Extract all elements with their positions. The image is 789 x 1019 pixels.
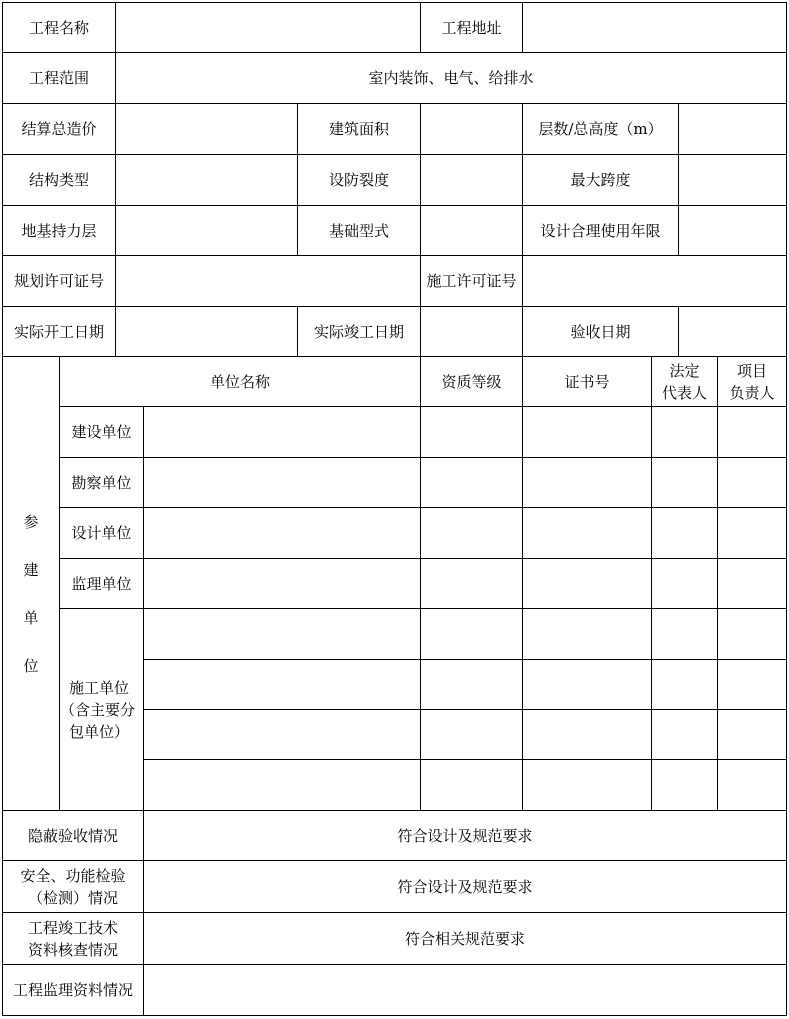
building-area-label: 建筑面积 — [328, 120, 389, 138]
design-unit-label: 设计单位 — [71, 524, 132, 542]
unit-name-header: 单位名称 — [209, 372, 270, 391]
supervision-docs-label: 工程监理资料情况 — [12, 981, 133, 999]
rule — [522, 2, 523, 53]
actual-completion-label: 实际竣工日期 — [313, 322, 404, 341]
rule — [143, 759, 787, 760]
rule — [522, 255, 523, 307]
rule — [678, 306, 679, 357]
rule — [59, 558, 787, 559]
project-scope-value: 室内装饰、电气、给排水 — [368, 69, 534, 87]
rule — [2, 1015, 787, 1016]
rule — [420, 103, 421, 256]
tech-docs-value: 符合相关规范要求 — [404, 929, 525, 948]
construction-permit-label: 施工许可证号 — [426, 272, 517, 290]
project-leader-header: 项目 负责人 — [729, 361, 775, 402]
safety-inspection-label: 安全、功能检验 （检测）情况 — [20, 866, 126, 907]
rule — [786, 2, 787, 1016]
rule — [59, 406, 787, 407]
rule — [420, 356, 421, 811]
acceptance-date-label: 验收日期 — [570, 322, 631, 341]
rule — [2, 255, 787, 256]
rule — [678, 103, 679, 256]
rule — [143, 659, 787, 660]
construction-owner-label: 建设单位 — [71, 423, 132, 441]
rule — [420, 306, 421, 357]
concealed-inspection-label: 隐蔽验收情况 — [27, 826, 118, 845]
structure-type-label: 结构类型 — [28, 171, 89, 189]
supervision-unit-label: 监理单位 — [71, 574, 132, 593]
participants-group-label — [3, 511, 59, 677]
max-span-label: 最大跨度 — [570, 171, 631, 189]
project-name-label: 工程名称 — [28, 18, 89, 37]
qualification-header: 资质等级 — [441, 372, 502, 391]
rule — [59, 608, 787, 609]
floors-height-label: 层数/总高度（m） — [538, 120, 663, 138]
seismic-intensity-label: 设防裂度 — [328, 171, 389, 189]
certificate-header: 证书号 — [564, 372, 610, 391]
settlement-cost-label: 结算总造价 — [21, 120, 97, 138]
rule — [522, 356, 523, 811]
concealed-inspection-value: 符合设计及规范要求 — [397, 826, 533, 845]
group-char: 参 — [23, 513, 39, 531]
group-char: 建 — [23, 561, 39, 579]
foundation-layer-label: 地基持力层 — [21, 221, 97, 240]
design-life-label: 设计合理使用年限 — [540, 221, 661, 240]
survey-unit-label: 勘察单位 — [71, 473, 132, 492]
rule — [717, 356, 718, 811]
project-scope-label: 工程范围 — [28, 69, 89, 87]
contractor-unit-label: 施工单位 （含主要分 包单位） — [60, 678, 136, 741]
rule — [143, 406, 144, 811]
project-address-label: 工程地址 — [441, 18, 502, 37]
tech-docs-label: 工程竣工技术 资料核查情况 — [27, 918, 118, 959]
rule — [59, 457, 787, 458]
group-char: 单 — [23, 609, 39, 627]
rule — [143, 709, 787, 710]
group-char: 位 — [23, 657, 39, 675]
actual-start-label: 实际开工日期 — [13, 322, 104, 341]
rule — [59, 507, 787, 508]
rule — [2, 2, 787, 3]
safety-inspection-value: 符合设计及规范要求 — [397, 877, 533, 896]
planning-permit-label: 规划许可证号 — [13, 272, 104, 290]
rule — [651, 356, 652, 811]
foundation-type-label: 基础型式 — [328, 221, 389, 240]
legal-rep-header: 法定 代表人 — [661, 361, 707, 402]
